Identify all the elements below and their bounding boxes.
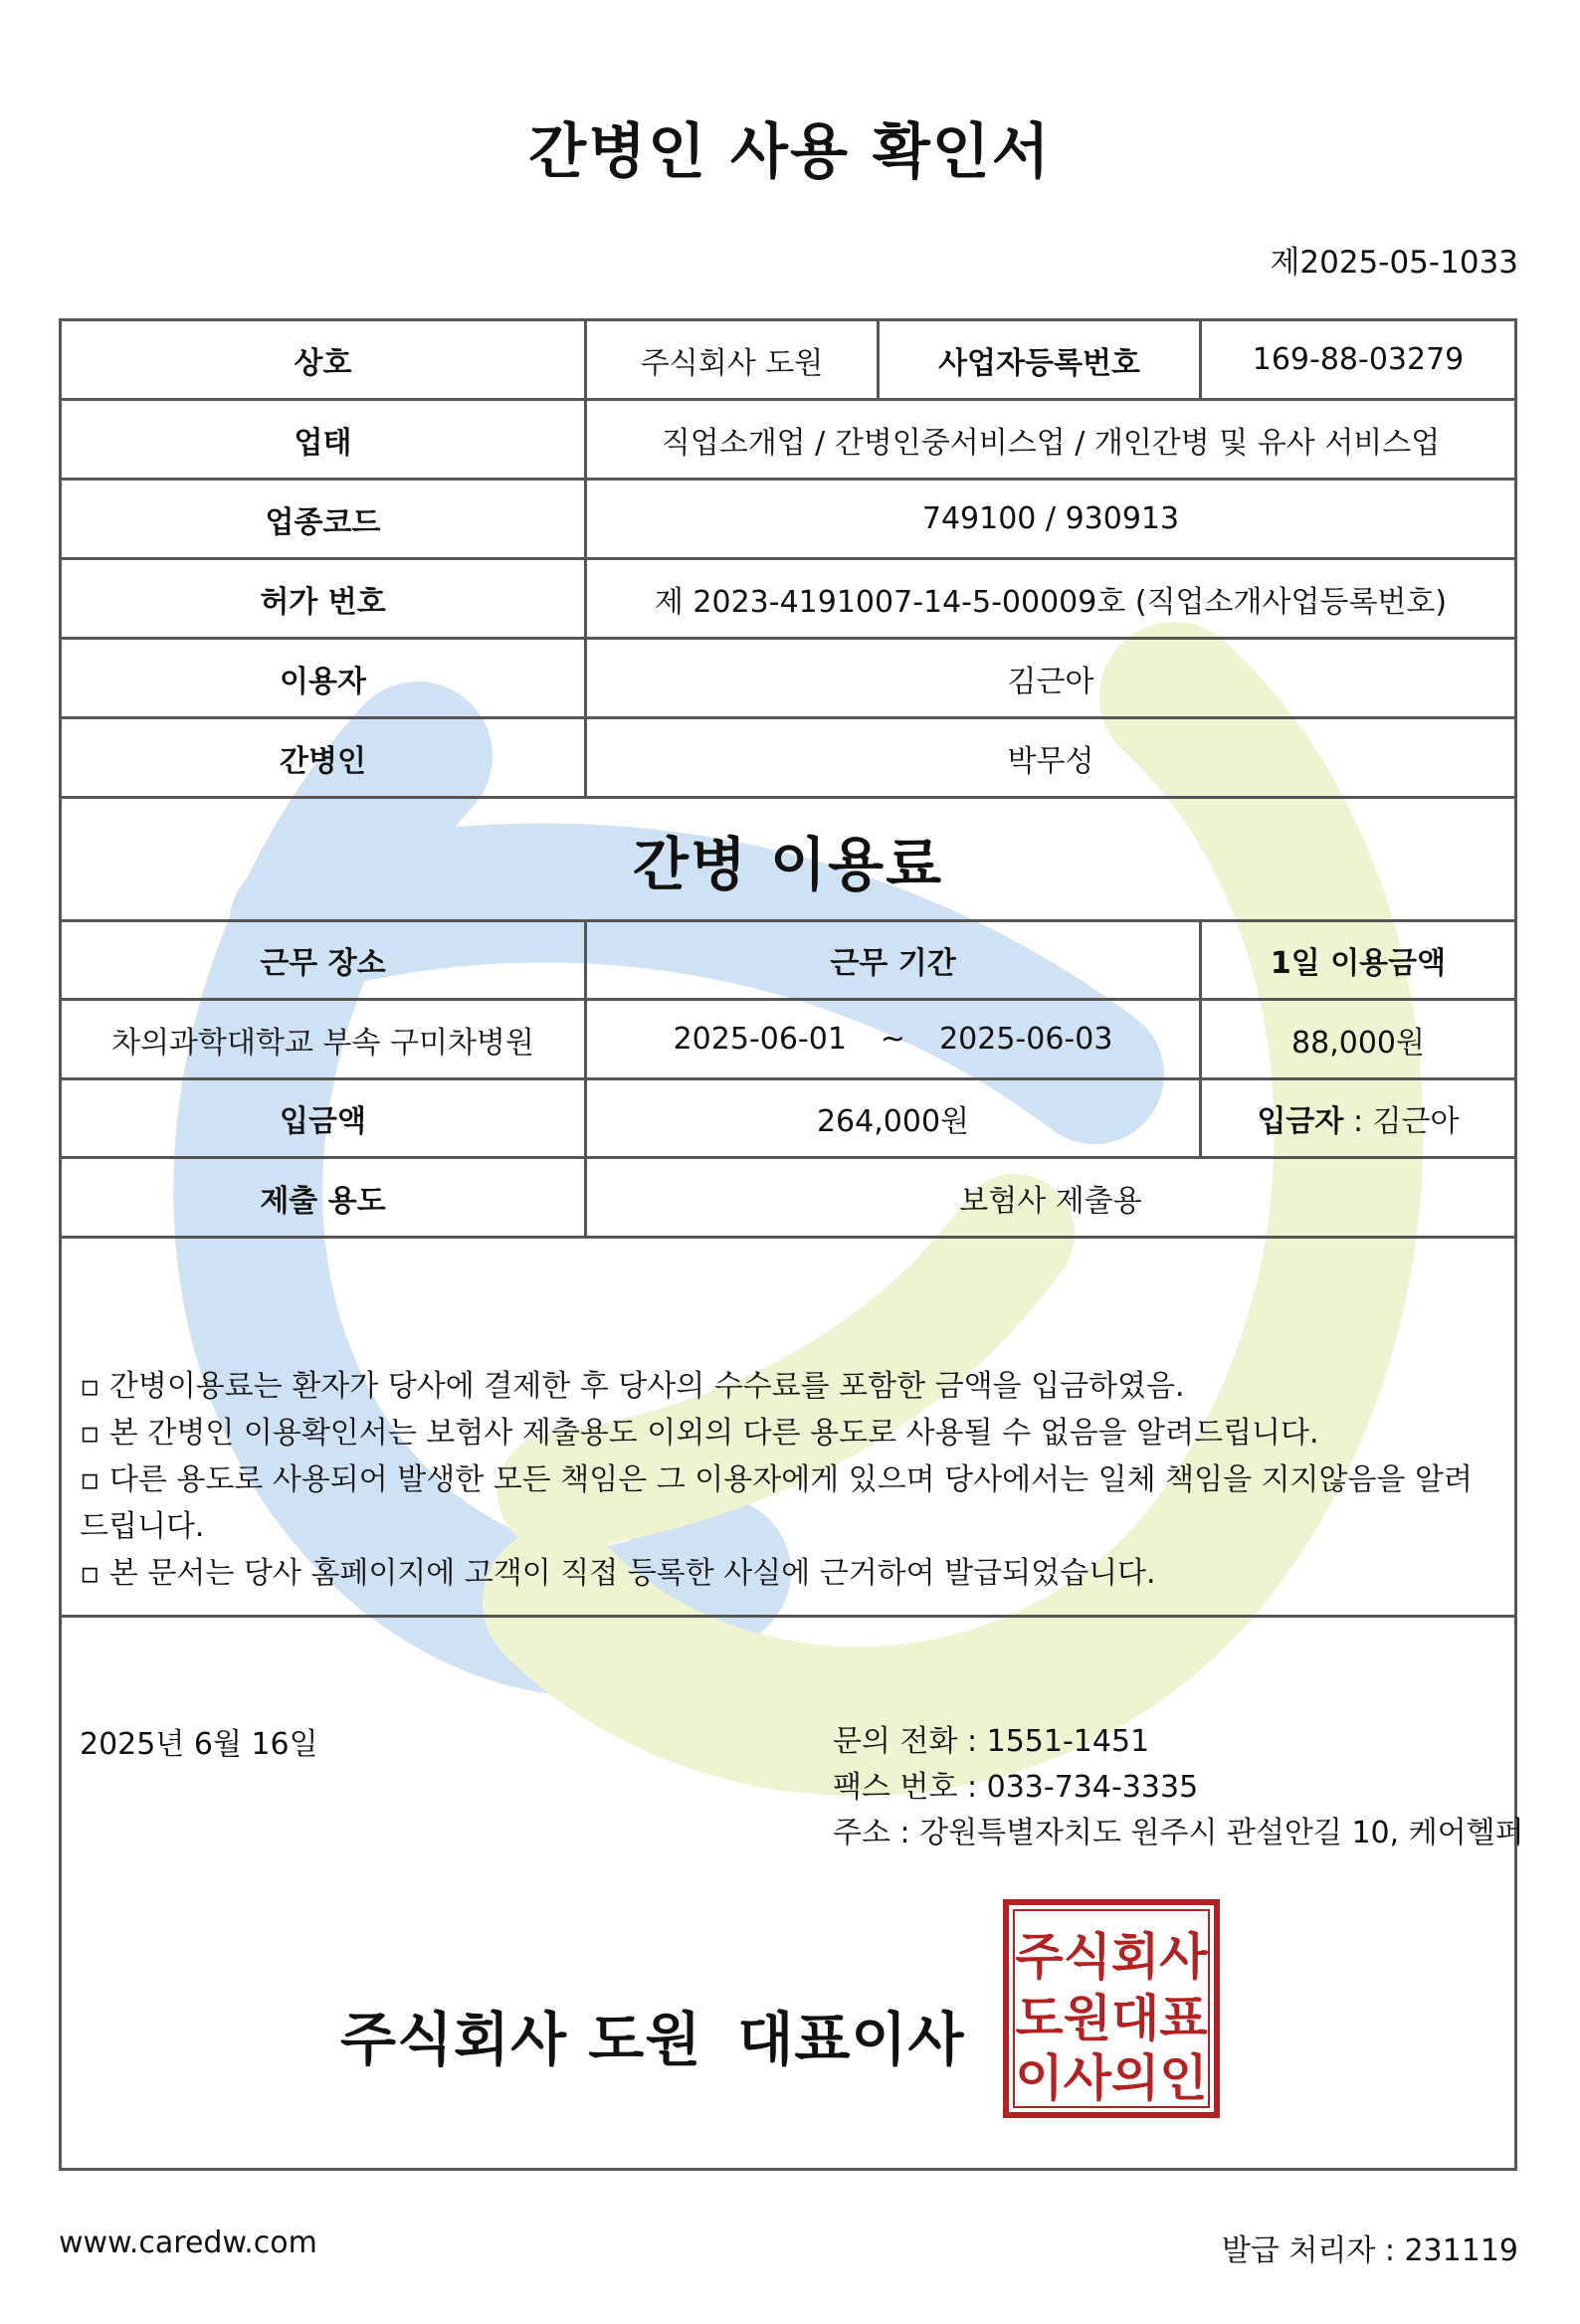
row-fee-values xyxy=(62,1001,1514,1080)
label-industry-code: 업종코드 xyxy=(265,504,381,540)
value-purpose: 보험사 제출용 xyxy=(584,1159,1514,1236)
value-industry-code: 749100 / 930913 xyxy=(584,481,1514,557)
note-item: ▫ 다른 용도로 사용되어 발생한 모든 책임은 그 이용자에게 있으며 당사에서는 일체 책임을 지지않음을 알려드립니다. xyxy=(80,1462,1473,1544)
value-user: 김근아 xyxy=(584,640,1514,716)
label-work-place: 근무 장소 xyxy=(260,946,386,981)
note-item: ▫ 간병이용료는 환자가 당사에 결제한 후 당사의 수수료를 포함한 금액을 입금하였음. xyxy=(80,1369,1185,1404)
label-biz-reg-number: 사업자등록번호 xyxy=(877,321,1199,398)
label-user: 이용자 xyxy=(280,664,366,699)
row-caregiver xyxy=(62,719,1514,799)
label-caregiver: 간병인 xyxy=(280,743,366,779)
value-license-number: 제 2023-4191007-14-5-00009호 (직업소개사업등록번호) xyxy=(584,560,1514,637)
row-deposit xyxy=(62,1080,1514,1159)
row-industry-code xyxy=(62,481,1514,560)
label-company-name: 상호 xyxy=(294,345,352,381)
value-deposit-amount: 264,000원 xyxy=(584,1080,1199,1156)
value-company-name: 주식회사 도원 xyxy=(584,321,877,398)
contact-fax: 팩스 번호 : 033-734-3335 xyxy=(833,1770,1199,1805)
signature-line xyxy=(340,1993,965,2076)
contact-info xyxy=(833,1719,1524,1856)
issue-divider xyxy=(62,1615,1514,1694)
row-fee-section-title xyxy=(62,799,1514,922)
value-work-period xyxy=(584,1001,1199,1077)
contact-address: 주소 : 강원특별자치도 원주시 관설안길 10, 케어헬퍼 xyxy=(833,1816,1524,1850)
period-separator: ~ xyxy=(880,1022,906,1057)
label-purpose: 제출 용도 xyxy=(260,1183,386,1219)
page-title: 간병인 사용 확인서 xyxy=(528,117,1052,187)
company-seal xyxy=(1002,1898,1221,2119)
note-item: ▫ 본 간병인 이용확인서는 보험사 제출용도 이외의 다른 용도로 사용될 수 없음을 알려드립니다. xyxy=(80,1416,1319,1451)
value-caregiver: 박무성 xyxy=(584,719,1514,796)
certificate-frame xyxy=(59,318,1524,2171)
note-item: ▫ 본 문서는 당사 홈페이지에 고객이 직접 등록한 사실에 근거하여 발급되었습니다. xyxy=(80,1556,1156,1591)
issue-processor: 발급 처리자 : 231119 xyxy=(1221,2233,1518,2268)
label-work-period: 근무 기간 xyxy=(584,922,1199,998)
issue-date: 2025년 6월 16일 xyxy=(80,1727,318,1762)
value-daily-fee: 88,000원 xyxy=(1199,1001,1514,1077)
row-user xyxy=(62,640,1514,719)
row-purpose xyxy=(62,1159,1514,1239)
notes-list xyxy=(80,1363,1492,1597)
row-license-number xyxy=(62,560,1514,640)
label-business-type: 업태 xyxy=(294,425,352,461)
seal-line-3: 이사의인 xyxy=(1015,2049,1208,2107)
signature-company: 주식회사 도원 xyxy=(340,2006,702,2073)
seal-line-2: 도원대표 xyxy=(1015,1990,1208,2047)
label-daily-fee: 1일 이용금액 xyxy=(1199,922,1514,998)
value-work-place: 차의과학대학교 부속 구미차병원 xyxy=(111,1025,534,1061)
website-link[interactable]: www.caredw.com xyxy=(59,2226,317,2260)
seal-line-1: 주식회사 xyxy=(1015,1928,1208,1986)
label-depositor: 입금자 xyxy=(1257,1104,1344,1139)
signature-ceo: 대표이사 xyxy=(737,2006,965,2073)
period-start: 2025-06-01 xyxy=(673,1022,847,1057)
period-end: 2025-06-03 xyxy=(939,1022,1113,1057)
label-deposit-amount: 입금액 xyxy=(280,1104,366,1139)
row-company-name xyxy=(62,321,1514,401)
fee-section-title: 간병 이용료 xyxy=(632,830,944,898)
value-biz-reg-number: 169-88-03279 xyxy=(1199,321,1514,398)
value-business-type: 직업소개업 / 간병인중서비스업 / 개인간병 및 유사 서비스업 xyxy=(584,401,1514,478)
depositor xyxy=(1199,1080,1514,1156)
document-number: 제2025-05-1033 xyxy=(1270,245,1518,281)
row-fee-header xyxy=(62,922,1514,1001)
label-license-number: 허가 번호 xyxy=(260,584,386,620)
row-business-type xyxy=(62,401,1514,481)
value-depositor: : 김근아 xyxy=(1343,1104,1460,1139)
contact-phone: 문의 전화 : 1551-1451 xyxy=(833,1724,1150,1759)
